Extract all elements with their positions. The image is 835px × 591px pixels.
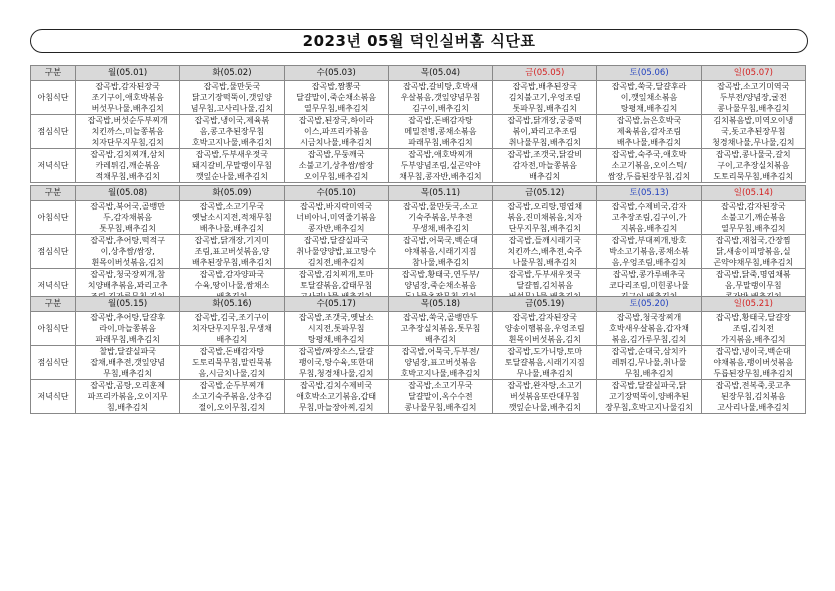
- menu-line: 잡곡밥,무둥깨국: [307, 150, 365, 159]
- menu-line: 잡곡밥,감자된장국: [721, 202, 786, 211]
- menu-line: 호박고지나물,배추김치: [192, 138, 272, 147]
- menu-line: 도토리묵무침,말린묵볶: [192, 358, 272, 367]
- meal-label: 점심식단: [31, 346, 76, 380]
- menu-cell: [701, 380, 805, 414]
- menu-line: 가지볶음,배추김치: [721, 335, 786, 344]
- week-table: [30, 296, 806, 414]
- menu-cell: [180, 149, 284, 183]
- menu-line: 잡곡밥,김국,조기구이: [194, 313, 270, 322]
- menu-line: 조림,표고버섯볶음,양: [194, 247, 270, 256]
- menu-line: 잡곡밥,청국장찌개: [616, 313, 682, 322]
- day-header: 화(05.09): [180, 186, 284, 201]
- menu-cell: [493, 235, 597, 269]
- menu-line: 잡곡밥,쑥국,달걀후라: [611, 82, 687, 91]
- menu-line: 잡곡밥,두부새우젓국: [195, 150, 268, 159]
- menu-line: 잡곡밥,늙은호박국: [616, 116, 682, 125]
- menu-line: 잡곡밥,된장국,하이라: [298, 116, 374, 125]
- day-header: 일(05.07): [701, 66, 805, 81]
- menu-line: 볶이,꽈리고추조림: [512, 127, 577, 136]
- menu-line: 김치불고기,우엉조림: [508, 93, 581, 102]
- header-label: 구분: [31, 297, 76, 312]
- menu-line: 볶음,김가루무침,김치: [611, 335, 687, 344]
- menu-cell: [388, 201, 492, 235]
- menu-line: 잡곡밥,추어탕,달걀후: [90, 313, 165, 322]
- menu-line: 열무무침,배추김치: [721, 224, 786, 233]
- menu-line: 토달걀볶음,갑태무침: [300, 281, 373, 290]
- menu-cell: [388, 380, 492, 414]
- menu-line: 절이,오이무침,김치: [198, 403, 266, 412]
- menu-line: 잡곡밥,짬뽕국: [311, 82, 361, 91]
- header-row: [31, 66, 806, 81]
- menu-line: 파프리카볶음,오이지무: [87, 392, 168, 401]
- menu-line: 념무침,고사리나물,김치: [190, 104, 274, 113]
- menu-cell: [180, 235, 284, 269]
- menu-line: 잡곡밥,재첩국,간장찜: [716, 236, 791, 245]
- header-row: [31, 186, 806, 201]
- menu-line: 음,콩고추된장무침: [199, 127, 265, 136]
- menu-line: 무침,배추김치: [103, 369, 153, 378]
- menu-cell: [76, 346, 180, 380]
- week-table: [30, 65, 806, 183]
- menu-line: 시지전,톳파무침: [307, 324, 365, 333]
- menu-cell: [597, 201, 701, 235]
- menu-cell: [701, 346, 805, 380]
- menu-line: 닭고기장떡뚝이,갯잎양: [192, 93, 272, 102]
- menu-line: 잡곡밥,소고기무국: [408, 381, 473, 390]
- menu-line: 잡곡밥,닭죽,명엽채볶: [716, 270, 791, 279]
- day-header: 수(05.10): [284, 186, 388, 201]
- day-header: 수(05.03): [284, 66, 388, 81]
- menu-line: 양념장,표고버섯볶음: [404, 358, 477, 367]
- menu-line: 잡곡밥,완자탕,소고기: [507, 381, 583, 390]
- menu-cell: [180, 380, 284, 414]
- menu-cell: [76, 235, 180, 269]
- day-header: 금(05.12): [493, 186, 597, 201]
- menu-line: 잡곡밥,어묵국,두부전/: [401, 347, 480, 356]
- day-header: 목(05.11): [388, 186, 492, 201]
- menu-line: 잡곡밥,청국장찌개,참: [90, 270, 165, 279]
- menu-cell: [284, 346, 388, 380]
- menu-line: 음,시금치나물,김치: [198, 369, 266, 378]
- menu-cell: [180, 81, 284, 115]
- menu-cell: [284, 81, 388, 115]
- menu-line: 잡곡밥,김치찌개,토마: [298, 270, 374, 279]
- menu-line: 적채무침,배추김치: [95, 172, 160, 181]
- menu-cell: [284, 201, 388, 235]
- menu-line: 나물무침,배추김치: [512, 258, 577, 267]
- header-label: 구분: [31, 186, 76, 201]
- menu-line: 옛날소시지전,적채무침: [192, 213, 272, 222]
- menu-line: 잡곡밥,배추된장국: [512, 82, 577, 91]
- menu-line: 배추김치: [216, 335, 248, 344]
- meal-label: 저녁식단: [31, 269, 76, 303]
- day-header: 일(05.21): [701, 297, 805, 312]
- menu-line: 잡곡밥,부대찌개,방호: [611, 236, 687, 245]
- menu-cell: [493, 346, 597, 380]
- menu-line: 잡곡밥,북어국,골뱅만: [90, 202, 165, 211]
- menu-line: 탕평채,배추김치: [307, 335, 365, 344]
- menu-line: 잡곡밥,두부새우젓국: [508, 270, 581, 279]
- meal-row: [31, 201, 806, 235]
- menu-line: 무나물,배추김치: [516, 369, 574, 378]
- menu-cell: [388, 115, 492, 149]
- day-header: 금(05.05): [493, 66, 597, 81]
- menu-line: 볶음,진미채볶음,치자: [507, 213, 583, 222]
- menu-line: 기숙주볶음,부추전: [408, 213, 473, 222]
- menu-line: 김구이,배추김치: [412, 104, 469, 113]
- menu-line: 잡곡밥,추어탕,떡적구: [90, 236, 165, 245]
- menu-line: 취나물양양밥,표고탕수: [296, 247, 377, 256]
- menu-line: 잡곡밥/짜장소스,달걀: [298, 347, 374, 356]
- menu-line: 침,배추김치: [107, 403, 149, 412]
- menu-cell: [284, 235, 388, 269]
- menu-line: 달걀찜,김치볶음: [516, 281, 574, 290]
- menu-line: 무생채,배추김치: [412, 224, 469, 233]
- menu-line: 탕평채,배추김치: [620, 104, 678, 113]
- menu-line: 조기구이,애호박볶음: [91, 93, 164, 102]
- menu-line: 코다리조림,미힌콩나물: [609, 281, 689, 290]
- menu-cell: [597, 235, 701, 269]
- menu-line: 토달걀볶음,시래기지짐: [504, 358, 585, 367]
- menu-line: 잡곡밥,어묵국,백순대: [403, 236, 478, 245]
- menu-line: 잡곡밥,수제비국,감자: [611, 202, 687, 211]
- menu-line: 무침,청경채나물,김치: [298, 369, 374, 378]
- menu-line: 찰밥,달걀실파국: [99, 347, 156, 356]
- menu-line: 잡채,배추전,갯잎양념: [90, 358, 165, 367]
- meal-label: 점심식단: [31, 115, 76, 149]
- menu-cell: [597, 312, 701, 346]
- menu-line: 잡곡밥,바지락미역국: [300, 202, 373, 211]
- menu-cell: [284, 312, 388, 346]
- menu-line: 잡곡밥,달걀실파국,닭: [611, 381, 687, 390]
- menu-line: 단무지무침,배추김치: [508, 224, 581, 233]
- menu-line: 배추된장무침,배추김치: [192, 258, 272, 267]
- page-title: 2023년 05월 덕인실버홈 식단표: [30, 29, 808, 53]
- meal-row: [31, 81, 806, 115]
- menu-line: 제육볶음,감자조림: [616, 127, 682, 136]
- meal-row: [31, 380, 806, 414]
- menu-line: 라이,마늘쫑볶음: [99, 324, 156, 333]
- menu-cell: [284, 115, 388, 149]
- menu-line: 배추나물,배추김치: [199, 224, 265, 233]
- menu-cell: [597, 81, 701, 115]
- meal-row: [31, 115, 806, 149]
- menu-line: 잡곡밥,소고기미역국: [717, 82, 790, 91]
- menu-line: 배추김치: [425, 335, 456, 344]
- menu-line: 된장무침,김치볶음: [721, 392, 786, 401]
- menu-line: 곤약야채무침,배추김치: [713, 258, 794, 267]
- menu-line: 김치볶음밥,미역오이냉: [713, 116, 794, 125]
- menu-cell: [180, 346, 284, 380]
- menu-line: 톳무침,배추김치: [99, 224, 156, 233]
- menu-cell: [284, 380, 388, 414]
- day-header: 일(05.14): [701, 186, 805, 201]
- menu-line: 조림,김치전: [732, 324, 774, 333]
- menu-line: 잡곡밥,오리탕,명엽채: [507, 202, 583, 211]
- day-header: 토(05.06): [597, 66, 701, 81]
- menu-cell: [597, 380, 701, 414]
- menu-line: 무침,마늘장아찌,김치: [298, 403, 374, 412]
- menu-line: 감자전,마늘쫑볶음: [512, 161, 577, 170]
- menu-line: 팽이국,탕수육,또한대: [298, 358, 374, 367]
- menu-line: 장무침,호박고지나물김치: [605, 403, 693, 412]
- menu-line: 잡곡밥,곰탕,오리훈제: [90, 381, 165, 390]
- menu-line: 음,우엉조림,배추김치: [611, 258, 687, 267]
- menu-line: 배추나물,배추김치: [616, 138, 682, 147]
- menu-line: 달걀말이,옥수수전: [408, 392, 473, 401]
- menu-cell: [597, 346, 701, 380]
- menu-cell: [597, 149, 701, 183]
- menu-line: 잡곡밥,황태국,연두부/: [401, 270, 480, 279]
- meal-label: 아침식단: [31, 312, 76, 346]
- menu-line: 잡곡밥,소고기무국: [199, 202, 265, 211]
- menu-line: 도토리묵무침,배추김치: [713, 172, 794, 181]
- menu-line: 잡곡밥,순대국,삼치카: [611, 347, 687, 356]
- menu-line: 두,감자채볶음: [103, 213, 153, 222]
- menu-line: 야채볶음,팽이버섯볶음: [713, 358, 794, 367]
- menu-line: 콩나물무침,배추김치: [404, 403, 477, 412]
- menu-line: 채무침,콩자반,배추김치: [399, 172, 482, 181]
- menu-line: 치자단무지무침,김치: [91, 138, 164, 147]
- menu-line: 콩자반,배추김치: [307, 224, 365, 233]
- menu-line: 잡곡밥,닭개장,궁중떡: [507, 116, 583, 125]
- menu-line: 잡곡밥,쑥국,골뱅만두: [403, 313, 478, 322]
- menu-line: 잡곡밥,김치찌개,삼치: [90, 150, 165, 159]
- menu-line: 흰목이버섯볶음,김치: [508, 335, 581, 344]
- header-row: [31, 297, 806, 312]
- menu-line: 잡곡밥,조갯국,닭갈비: [507, 150, 583, 159]
- menu-cell: [493, 312, 597, 346]
- menu-line: 잡곡밥,닭개장,기지미: [194, 236, 270, 245]
- menu-line: 잡곡밥,콩나물국,갈치: [716, 150, 791, 159]
- menu-line: 메밀전병,콩채소볶음: [404, 127, 477, 136]
- menu-line: 잡곡밥,김치수제비국: [300, 381, 373, 390]
- menu-cell: [493, 81, 597, 115]
- menu-cell: [701, 115, 805, 149]
- menu-cell: [180, 201, 284, 235]
- menu-line: 잡곡밥,냉이국,백순대: [716, 347, 791, 356]
- menu-line: 치양배추볶음,꽈리고추: [87, 281, 168, 290]
- menu-line: 시금치나물,배추김치: [300, 138, 373, 147]
- menu-cell: [388, 149, 492, 183]
- menu-line: 잡곡밥,콩가루배추국: [612, 270, 686, 279]
- menu-line: 무침,배추김치: [624, 369, 674, 378]
- day-header: 금(05.19): [493, 297, 597, 312]
- menu-line: 잡곡밥,물만둣국: [203, 82, 261, 91]
- menu-line: 두부전/양념장,굴전: [719, 93, 787, 102]
- menu-line: 잡곡밥,황태국,달걀장: [716, 313, 791, 322]
- menu-line: 잡곡밥,돈배감자탕: [199, 347, 265, 356]
- menu-line: 잡곡밥,전복죽,콧고추: [716, 381, 791, 390]
- day-header: 월(05.15): [76, 297, 180, 312]
- menu-line: 깻잎순나물,배추김치: [195, 172, 268, 181]
- menu-line: 돼지갈비,무말랭이무침: [192, 161, 272, 170]
- menu-cell: [701, 312, 805, 346]
- meal-label: 아침식단: [31, 81, 76, 115]
- menu-line: 고추장실치볶음,톳무침: [400, 324, 481, 333]
- menu-cell: [388, 81, 492, 115]
- menu-line: 취나물무침,배추김치: [508, 138, 581, 147]
- header-label: 구분: [31, 66, 76, 81]
- menu-cell: [701, 201, 805, 235]
- menu-line: 잡곡밥,숙주국,애호박: [611, 150, 687, 159]
- menu-line: 잡곡밥,도가니탕,토마: [507, 347, 583, 356]
- meal-label: 점심식단: [31, 235, 76, 269]
- menu-cell: [388, 312, 492, 346]
- meal-row: [31, 149, 806, 183]
- menu-line: 고기장떡뚝이,양배추된: [609, 392, 689, 401]
- menu-line: 애호박소고기볶음,갑태: [296, 392, 377, 401]
- menu-line: 레튀김,무나물,취나물: [611, 358, 687, 367]
- menu-line: 소불고기,상추쌈/쌈장: [298, 161, 374, 170]
- menu-line: 구이,고추장실치볶음: [717, 161, 790, 170]
- menu-line: 이,깻잎채소볶음: [620, 93, 678, 102]
- menu-cell: [76, 115, 180, 149]
- menu-cell: [388, 235, 492, 269]
- meal-label: 아침식단: [31, 201, 76, 235]
- menu-line: 잡곡밥,냉이국,제육볶: [194, 116, 270, 125]
- menu-cell: [701, 81, 805, 115]
- menu-line: 쌈장,두릅된장무침,김치: [607, 172, 691, 181]
- meal-row: [31, 346, 806, 380]
- menu-cell: [701, 235, 805, 269]
- menu-line: 파래무침,배추김치: [95, 335, 160, 344]
- menu-line: 음,무말랭이무침: [725, 281, 782, 290]
- menu-line: 호박고지나물,배추김치: [400, 369, 481, 378]
- menu-line: 청경채나물,무나물,김치: [712, 138, 795, 147]
- menu-cell: [597, 115, 701, 149]
- menu-cell: [180, 115, 284, 149]
- menu-cell: [76, 201, 180, 235]
- day-header: 목(05.18): [388, 297, 492, 312]
- day-header: 토(05.13): [597, 186, 701, 201]
- menu-line: 깻잎순나물,배추김치: [508, 403, 581, 412]
- meal-row: [31, 312, 806, 346]
- week-table: [30, 185, 806, 303]
- menu-line: 닭,새송이피망볶음,실: [716, 247, 791, 256]
- menu-cell: [76, 380, 180, 414]
- menu-line: 우살볶음,갯잎양념무침: [400, 93, 481, 102]
- menu-line: 두릅된장무침,배추김치: [713, 369, 794, 378]
- menu-line: 잡곡밥,버섯순두부찌개: [87, 116, 168, 125]
- day-header: 토(05.20): [597, 297, 701, 312]
- menu-cell: [284, 149, 388, 183]
- menu-line: 두부양념조림,실곤약야: [400, 161, 481, 170]
- menu-line: 김치전,배추김치: [307, 258, 365, 267]
- menu-line: 톳파무침,배추김치: [512, 104, 577, 113]
- menu-cell: [76, 312, 180, 346]
- menu-line: 수육,땅이나물,쌈채소: [194, 281, 270, 290]
- menu-line: 잡곡밥,돈배감자탕: [408, 116, 473, 125]
- menu-line: 열무무침,배추김치: [304, 104, 369, 113]
- menu-cell: [388, 346, 492, 380]
- menu-line: 배추김치: [529, 172, 561, 181]
- menu-line: 잡곡밥,조갯국,옛날소: [298, 313, 374, 322]
- menu-line: 달걀말이,죽순채소볶음: [296, 93, 377, 102]
- menu-line: 소고기숙주볶음,상추김: [192, 392, 272, 401]
- menu-line: 박소고기볶음,콩채소볶: [609, 247, 689, 256]
- menu-line: 호박새우살볶음,갑자채: [609, 324, 689, 333]
- day-header: 월(05.08): [76, 186, 180, 201]
- menu-line: 참나물,배추김치: [412, 258, 469, 267]
- menu-line: 잡곡밥,달걀실파국: [304, 236, 369, 245]
- menu-line: 고사리나물,배추김치: [717, 403, 790, 412]
- meal-label: 저녁식단: [31, 380, 76, 414]
- menu-line: 양념장,죽순채소볶음: [404, 281, 477, 290]
- menu-line: 잡곡밥,들깨시래기국: [508, 236, 581, 245]
- day-header: 화(05.02): [180, 66, 284, 81]
- day-header: 화(05.16): [180, 297, 284, 312]
- menu-line: 파래무침,배추김치: [408, 138, 473, 147]
- menu-line: 흰목이버섯볶음,김치: [91, 258, 164, 267]
- menu-cell: [493, 201, 597, 235]
- menu-line: 잡곡밥,순두부찌개: [199, 381, 265, 390]
- menu-line: 치킨까스,미늘쫑볶음: [91, 127, 164, 136]
- menu-line: 치자단무지무침,무생채: [192, 324, 272, 333]
- menu-line: 고추장조림,김구이,가: [611, 213, 687, 222]
- menu-cell: [701, 149, 805, 183]
- day-header: 목(05.04): [388, 66, 492, 81]
- menu-line: 잡곡밥,물만둣국,소고: [403, 202, 478, 211]
- meal-label: 저녁식단: [31, 149, 76, 183]
- menu-cell: [76, 81, 180, 115]
- menu-line: 국,돗고추된장무침: [721, 127, 786, 136]
- menu-line: 콩나물무침,배추김치: [717, 104, 790, 113]
- menu-line: 지볶음,배추김치: [620, 224, 678, 233]
- menu-line: 카레튀김,깨순볶음: [95, 161, 160, 170]
- menu-line: 버섯볶음또란대무침: [509, 392, 580, 401]
- menu-line: 소고기볶음,오이스틱/: [611, 161, 687, 170]
- menu-cell: [493, 380, 597, 414]
- menu-cell: [76, 149, 180, 183]
- menu-cell: [493, 149, 597, 183]
- menu-line: 소불고기,깨순볶음: [721, 213, 786, 222]
- menu-line: 잡곡밥,감자양파국: [199, 270, 265, 279]
- menu-line: 치킨까스,배추전,숙주: [507, 247, 583, 256]
- menu-line: 잡곡밥,애호박찌개: [408, 150, 473, 159]
- day-header: 수(05.17): [284, 297, 388, 312]
- menu-line: 이스,파프리카볶음: [304, 127, 369, 136]
- menu-line: 양송이햄볶음,우엉조림: [504, 324, 585, 333]
- menu-cell: [180, 312, 284, 346]
- menu-cell: [493, 115, 597, 149]
- menu-line: 이,상추쌈/쌈장,: [100, 247, 155, 256]
- menu-line: 잡곡밥,갈비탕,호박새: [403, 82, 478, 91]
- menu-line: 잡곡밥,감자된장국: [512, 313, 577, 322]
- day-header: 월(05.01): [76, 66, 180, 81]
- menu-line: 잡곡밥,감자된장국: [95, 82, 160, 91]
- menu-line: 야채볶음,시래기지짐: [404, 247, 477, 256]
- meal-row: [31, 235, 806, 269]
- menu-line: 버섯무나물,배추김치: [91, 104, 164, 113]
- menu-line: 오이무침,배추김치: [304, 172, 369, 181]
- menu-line: 너비아니,미역줄기볶음: [296, 213, 377, 222]
